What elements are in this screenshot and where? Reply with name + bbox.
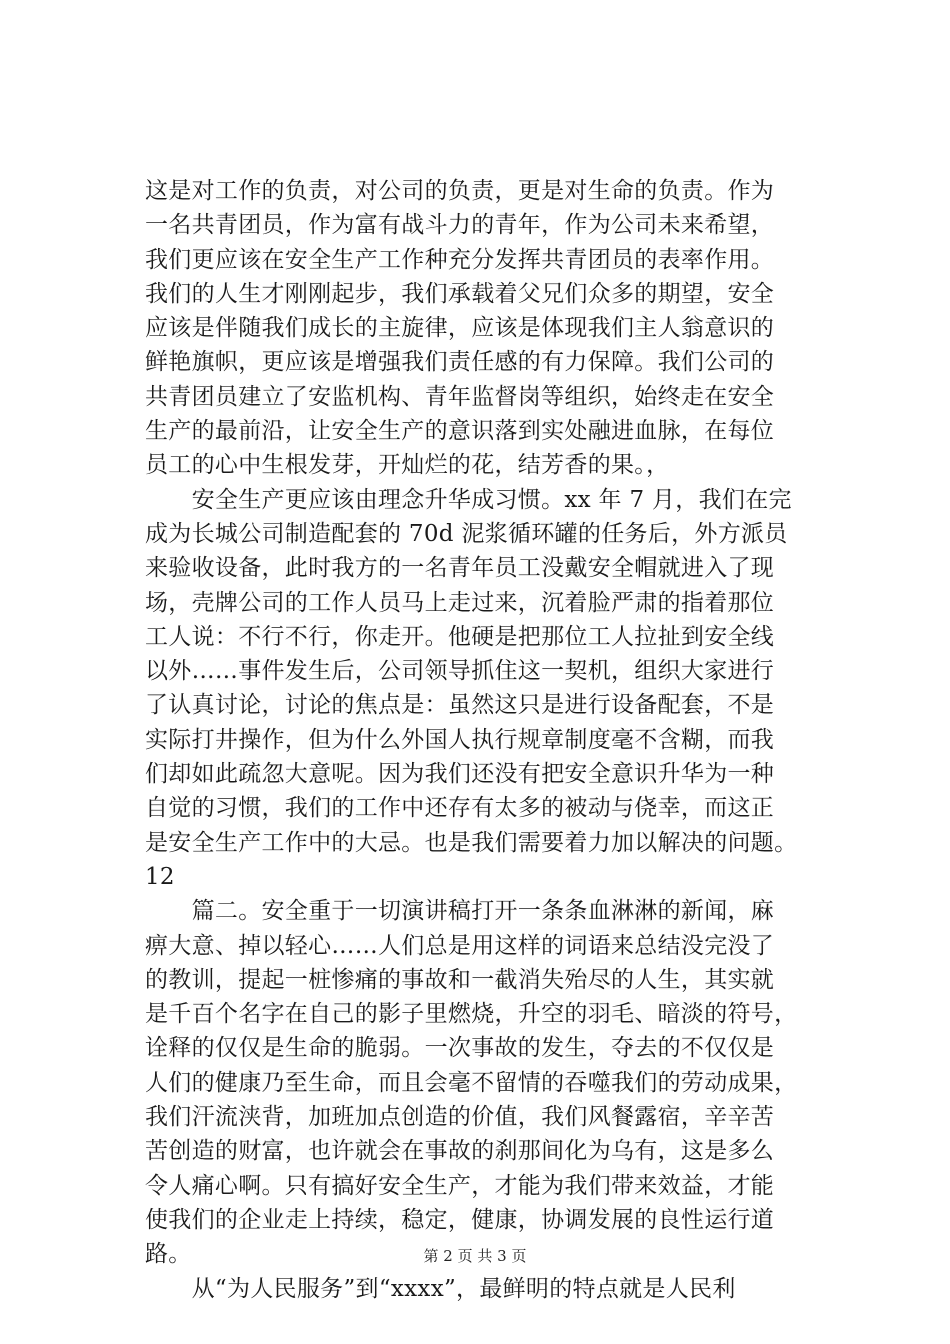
text-line: 成为长城公司制造配套的 70d 泥浆循环罐的任务后，外方派员 [145,520,788,547]
text-line: 员工的心中生根发芽，开灿烂的花，结芳香的果。， [145,452,670,479]
text-line: 一名共青团员，作为富有战斗力的青年，作为公司未来希望， [145,212,775,239]
text-line: 诠释的仅仅是生命的脆弱。一次事故的发生，夺去的不仅仅是 [145,1035,775,1062]
text-line: 工人说：不行不行，你走开。他硬是把那位工人拉扯到安全线 [145,623,775,650]
text-line: 我们汗流浃背，加班加点创造的价值，我们风餐露宿，辛辛苦 [145,1104,775,1131]
text-line: 了认真讨论，讨论的焦点是：虽然这只是进行设备配套，不是 [145,692,775,719]
text-line: 来验收设备，此时我方的一名青年员工没戴安全帽就进入了现 [145,555,775,582]
text-line: 我们更应该在安全生产工作种充分发挥共青团员的表率作用。 [145,246,775,273]
text-line: 痹大意、掉以轻心……人们总是用这样的词语来总结没完没了 [145,932,775,959]
text-line: 我们的人生才刚刚起步，我们承载着父兄们众多的期望，安全 [145,280,775,307]
text-line: 以外……事件发生后，公司领导抓住这一契机，组织大家进行 [145,658,775,685]
text-line: 从“为人民服务”到“xxxx”，最鲜明的特点就是人民利 [145,1275,736,1302]
text-line: 安全生产更应该由理念升华成习惯。xx 年 7 月，我们在完 [145,486,792,513]
text-line: 鲜艳旗帜，更应该是增强我们责任感的有力保障。我们公司的 [145,349,775,376]
page-footer: 第 2 页 共 3 页 [423,1247,527,1265]
body-text [145,174,835,1306]
text-line: 这是对工作的负责，对公司的负责，更是对生命的负责。作为 [145,178,775,204]
text-line: 生产的最前沿，让安全生产的意识落到实处融进血脉，在每位 [145,418,775,445]
text-line: 共青团员建立了安监机构、青年监督岗等组织，始终走在安全 [145,383,775,410]
text-line: 令人痛心啊。只有搞好安全生产，才能为我们带来效益，才能 [145,1172,775,1199]
text-line: 们却如此疏忽大意呢。因为我们还没有把安全意识升华为一种 [145,761,775,788]
text-line: 苦创造的财富，也许就会在事故的刹那间化为乌有，这是多么 [145,1138,775,1165]
text-line: 是安全生产工作中的大忌。也是我们需要着力加以解决的问题。 [145,829,798,856]
text-line: 是千百个名字在自己的影子里燃烧，升空的羽毛、暗淡的符号， [145,1001,798,1028]
text-line: 自觉的习惯，我们的工作中还存有太多的被动与侥幸，而这正 [145,795,775,822]
text-line: 实际打井操作，但为什么外国人执行规章制度毫不含糊，而我 [145,726,775,753]
text-line: 路。 [145,1241,192,1268]
text-line: 12 [145,863,175,890]
text-line: 人们的健康乃至生命，而且会毫不留情的吞噬我们的劳动成果， [145,1069,798,1096]
text-line: 场，壳牌公司的工作人员马上走过来，沉着脸严肃的指着那位 [145,589,775,616]
text-line: 的教训，提起一桩惨痛的事故和一截消失殆尽的人生，其实就 [145,966,775,993]
text-line: 使我们的企业走上持续，稳定，健康，协调发展的良性运行道 [145,1206,775,1233]
text-line: 篇二。安全重于一切演讲稿打开一条条血淋淋的新闻，麻 [145,898,775,925]
text-line: 应该是伴随我们成长的主旋律，应该是体现我们主人翁意识的 [145,315,775,342]
